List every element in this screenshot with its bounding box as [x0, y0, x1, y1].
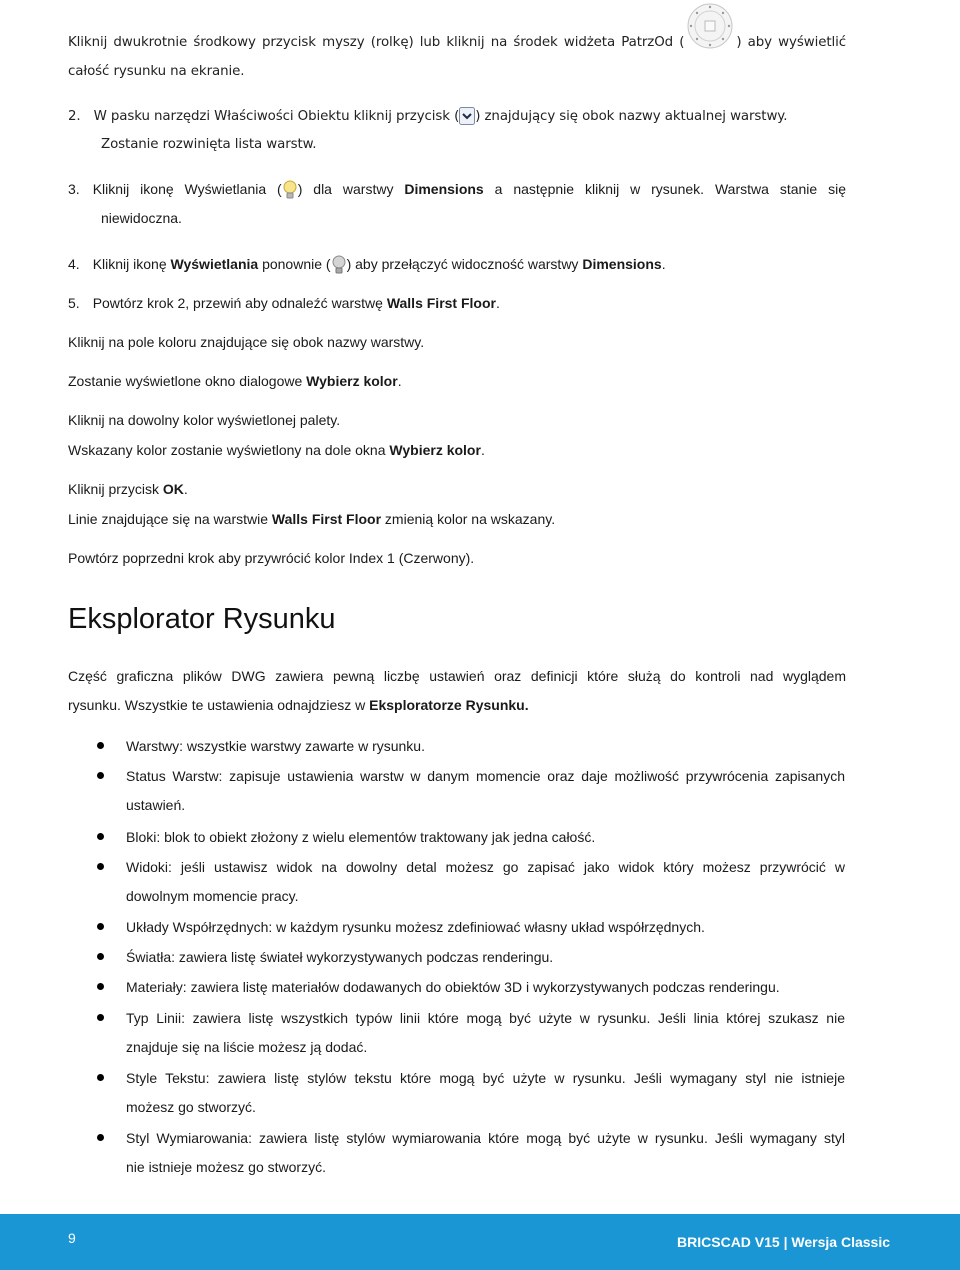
step-3: 3. Kliknij ikonę Wyświetlania ( ) dla warstwy Dimensions a następnie kliknij w rysunek. Warstwa stanie się [68, 180, 846, 200]
list-item: Materiały: zawiera listę materiałów dodawanych do obiektów 3D i wykorzystywanych podczas renderingu. [126, 979, 780, 995]
list-item-continuation: możesz go stworzyć. [126, 1099, 256, 1115]
list-item: Styl Wymiarowania: zawiera listę stylów wymiarowania które mogą być użyte w rysunku. Jeśli wymagany styl [126, 1130, 845, 1146]
paragraph-color-field: Kliknij na pole koloru znajdujące się obok nazwy warstwy. [68, 334, 425, 350]
section-intro-line-1: Część graficzna plików DWG zawiera pewną liczbę ustawień oraz definicji które służą do kontroli nad wyglądem [68, 668, 846, 684]
page-number: 9 [68, 1230, 76, 1246]
section-title: Eksplorator Rysunku [68, 603, 336, 635]
step-3-line-2: niewidoczna. [101, 210, 182, 226]
section-intro-line-2: rysunku. Wszystkie te ustawienia odnajdziesz w Eksploratorze Rysunku. [68, 697, 529, 713]
intro-line-2: całość rysunku na ekranie. [68, 64, 245, 79]
bullet-dot [97, 1014, 104, 1021]
step-4: 4. Kliknij ikonę Wyświetlania ponownie ( ) aby przełączyć widoczność warstwy Dimensions. [68, 255, 666, 275]
list-item-continuation: dowolnym momencie pracy. [126, 888, 299, 904]
bullet-dot [97, 863, 104, 870]
paragraph-dialog: Zostanie wyświetlone okno dialogowe Wybierz kolor. [68, 373, 402, 389]
intro-line-1: Kliknij dwukrotnie środkowy przycisk myszy (rolkę) lub kliknij na środek widżeta PatrzOd ( ) aby wyświetlić [68, 35, 846, 50]
step-5: 5. Powtórz krok 2, przewiń aby odnaleźć warstwę Walls First Floor. [68, 295, 500, 311]
list-item: Bloki: blok to obiekt złożony z wielu elementów traktowany jak jedna całość. [126, 829, 596, 845]
product-name: BRICSCAD V15 | Wersja Classic [677, 1234, 890, 1250]
lightbulb-off-icon [331, 255, 347, 275]
bullet-dot [97, 1134, 104, 1141]
list-item: Układy Współrzędnych: w każdym rysunku możesz zdefiniować własny układ współrzędnych. [126, 919, 705, 935]
bullet-dot [97, 742, 104, 749]
bullet-dot [97, 953, 104, 960]
bullet-dot [97, 983, 104, 990]
lookfrom-widget-icon [686, 2, 734, 50]
paragraph-palette: Kliknij na dowolny kolor wyświetlonej palety. [68, 412, 341, 428]
list-item: Widoki: jeśli ustawisz widok na dowolny detal możesz go zapisać jako widok który możesz przywrócić w [126, 859, 845, 875]
paragraph-ok: Kliknij przycisk OK. [68, 481, 188, 497]
step-2: 2. W pasku narzędzi Właściwości Obiektu kliknij przycisk ( ) znajdujący się obok nazwy aktualnej warstwy. [68, 109, 788, 124]
paragraph-selected-color: Wskazany kolor zostanie wyświetlony na dole okna Wybierz kolor. [68, 442, 485, 458]
list-item: Warstwy: wszystkie warstwy zawarte w rysunku. [126, 738, 425, 754]
dropdown-arrow-icon [459, 107, 475, 125]
bullet-dot [97, 833, 104, 840]
page-footer [0, 1214, 960, 1270]
list-item: Style Tekstu: zawiera listę stylów tekstu które mogą być użyte w rysunku. Jeśli wymagany styl nie istnieje [126, 1070, 845, 1086]
list-item-continuation: nie istnieje możesz go stworzyć. [126, 1159, 326, 1175]
step-2-line-2: Zostanie rozwinięta lista warstw. [101, 137, 317, 152]
list-item: Światła: zawiera listę świateł wykorzystywanych podczas renderingu. [126, 949, 554, 965]
paragraph-lines-change: Linie znajdujące się na warstwie Walls First Floor zmienią kolor na wskazany. [68, 511, 556, 527]
lightbulb-on-icon [282, 180, 298, 200]
list-item: Status Warstw: zapisuje ustawienia warstw w danym momencie oraz daje możliwość przywrócenia zapisanych [126, 768, 845, 784]
bullet-dot [97, 923, 104, 930]
bullet-dot [97, 772, 104, 779]
bullet-dot [97, 1074, 104, 1081]
paragraph-repeat: Powtórz poprzedni krok aby przywrócić kolor Index 1 (Czerwony). [68, 550, 475, 566]
list-item: Typ Linii: zawiera listę wszystkich typów linii które mogą być użyte w rysunku. Jeśli linia której szukasz nie [126, 1010, 845, 1026]
list-item-continuation: ustawień. [126, 797, 186, 813]
list-item-continuation: znajduje się na liście możesz ją dodać. [126, 1039, 368, 1055]
